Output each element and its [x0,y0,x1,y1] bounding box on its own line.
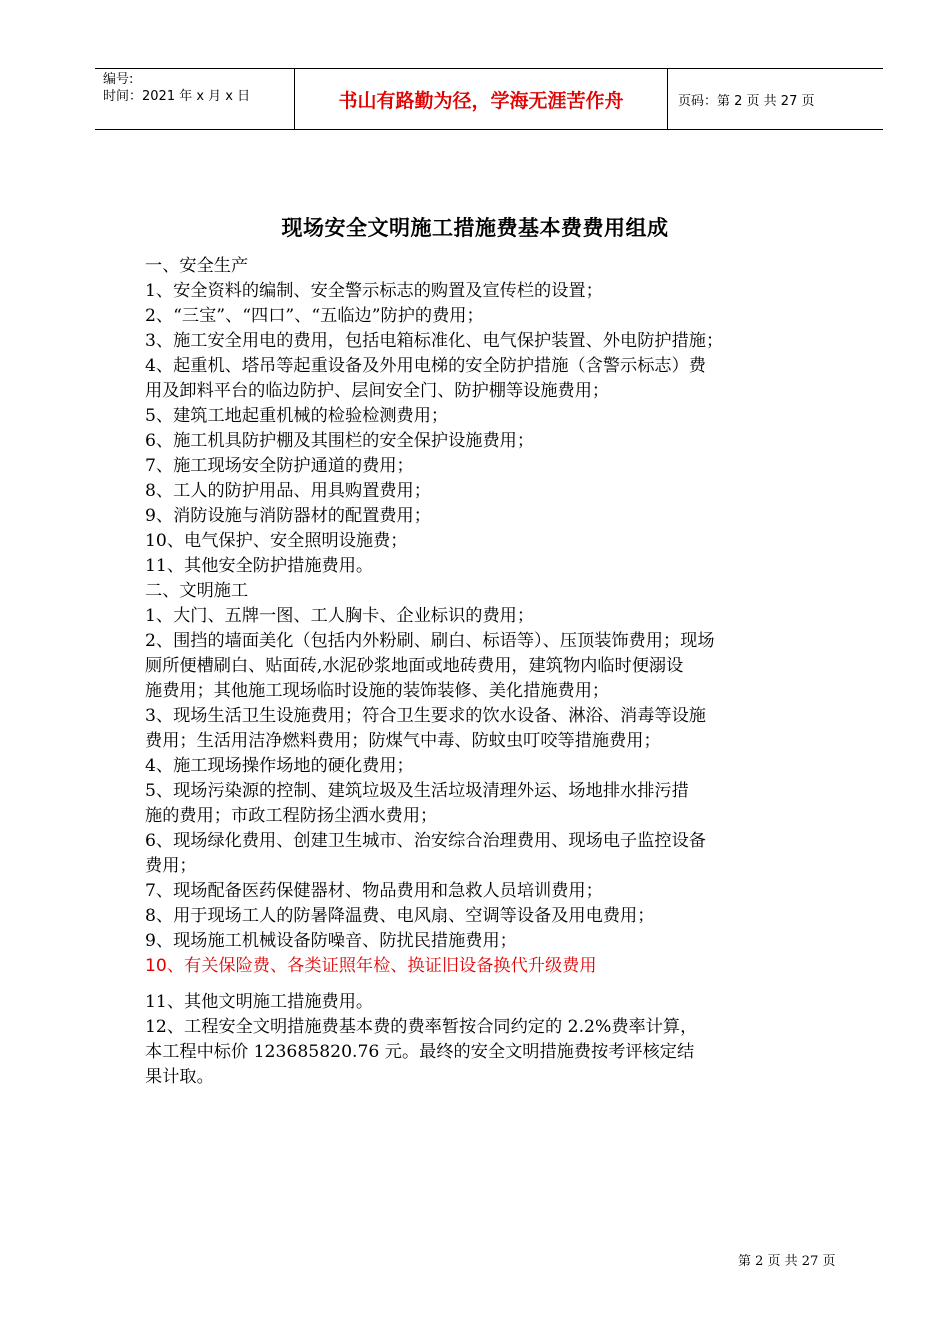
text-line: 5、建筑工地起重机械的检验检测费用； [145,406,449,426]
text-line: 12、工程安全文明措施费基本费的费率暂按合同约定的 2.2%费率计算， [145,1017,698,1037]
text-line: 用及卸料平台的临边防护、层间安全门、防护棚等设施费用； [145,381,610,401]
text-line: 8、用于现场工人的防暑降温费、电风扇、空调等设备及用电费用； [145,906,655,926]
section-heading-safety: 一、安全生产 [145,256,249,276]
text-line: 11、其他文明施工措施费用。 [145,992,374,1012]
text-line: 3、施工安全用电的费用，包括电箱标准化、电气保护装置、外电防护措施； [145,331,724,351]
text-line: 施的费用；市政工程防扬尘洒水费用； [145,806,438,826]
text-line: 2、围挡的墙面美化（包括内外粉刷、刷白、标语等）、压顶装饰费用；现场 [145,631,715,651]
text-line: 4、起重机、塔吊等起重设备及外用电梯的安全防护措施（含警示标志）费 [145,356,706,376]
header-page-info: 页码：第 2 页 共 27 页 [678,93,815,109]
text-line: 6、施工机具防护棚及其围栏的安全保护设施费用； [145,431,535,451]
page-footer: 第 2 页 共 27 页 [738,1254,836,1269]
text-line: 9、现场施工机械设备防噪音、防扰民措施费用； [145,931,517,951]
page-header [95,68,883,130]
text-line: 8、工人的防护用品、用具购置费用； [145,481,431,501]
text-line: 费用；生活用洁净燃料费用；防煤气中毒、防蚊虫叮咬等措施费用； [145,731,661,751]
document-body [145,254,845,1090]
text-line: 1、安全资料的编制、安全警示标志的购置及宣传栏的设置； [145,281,603,301]
text-line: 果计取。 [145,1067,214,1087]
document-number-label: 编号: [103,72,134,87]
text-line: 费用； [145,856,197,876]
text-line: 7、施工现场安全防护通道的费用； [145,456,414,476]
text-line: 施费用；其他施工现场临时设施的装饰装修、美化措施费用； [145,681,610,701]
document-title: 现场安全文明施工措施费基本费费用组成 [281,216,669,240]
header-meta [95,69,295,129]
text-line: 3、现场生活卫生设施费用；符合卫生要求的饮水设备、淋浴、消毒等设施 [145,706,706,726]
document-date: 时间：2021 年 x 月 x 日 [103,89,251,104]
header-motto: 书山有路勤为径，学海无涯苦作舟 [295,69,668,129]
text-line: 本工程中标价 123685820.76 元。最终的安全文明措施费按考评核定结 [145,1042,695,1062]
text-line: 7、现场配备医药保健器材、物品费用和急救人员培训费用； [145,881,603,901]
text-line: 厕所便槽刷白、贴面砖,水泥砂浆地面或地砖费用，建筑物内临时便溺设 [145,656,684,676]
text-line: 9、消防设施与消防器材的配置费用； [145,506,431,526]
text-line: 10、电气保护、安全照明设施费； [145,531,408,551]
highlighted-text-line: 10、有关保险费、各类证照年检、换证旧设备换代升级费用 [145,956,597,976]
text-line: 1、大门、五牌一图、工人胸卡、企业标识的费用； [145,606,535,626]
text-line: 4、施工现场操作场地的硬化费用； [145,756,414,776]
text-line: 6、现场绿化费用、创建卫生城市、治安综合治理费用、现场电子监控设备 [145,831,706,851]
text-line: 2、“三宝”、“四口”、“五临边”防护的费用； [145,306,484,326]
text-line: 5、现场污染源的控制、建筑垃圾及生活垃圾清理外运、场地排水排污措 [145,781,689,801]
text-line: 11、其他安全防护措施费用。 [145,556,374,576]
section-heading-civilized: 二、文明施工 [145,581,249,601]
